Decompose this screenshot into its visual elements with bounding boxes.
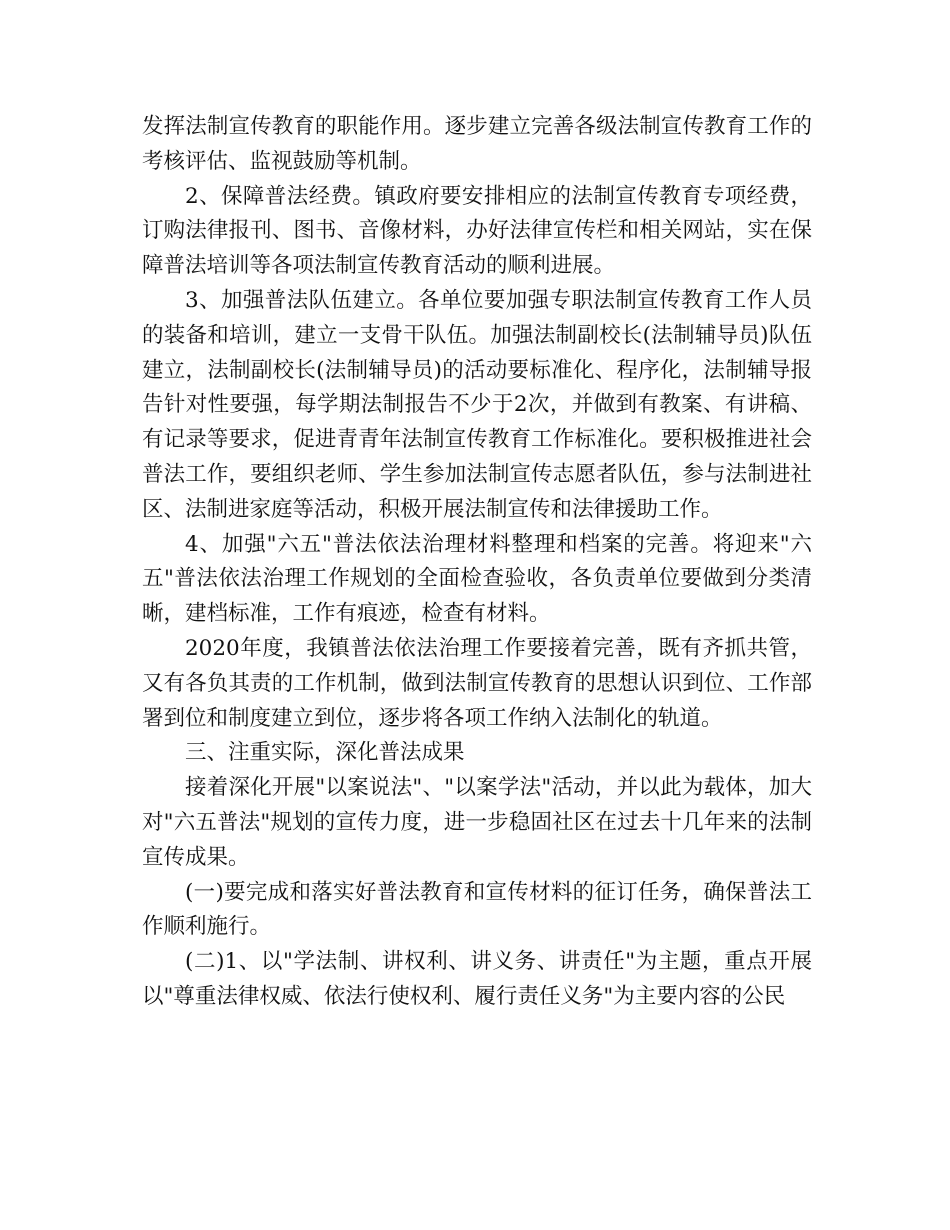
document-body xyxy=(142,110,812,1015)
paragraph-8: (一)要完成和落实好普法教育和宣传材料的征订任务，确保普法工作顺利施行。 xyxy=(142,879,812,940)
paragraph-5: 2020年度，我镇普法依法治理工作要接着完善，既有齐抓共管，又有各负其责的工作机制，做到法制宣传教育的思想认识到位、工作部署到位和制度建立到位，逐步将各项工作纳入法制化的轨道。 xyxy=(142,635,812,731)
paragraph-1: 发挥法制宣传教育的职能作用。逐步建立完善各级法制宣传教育工作的考核评估、监视鼓励等机制。 xyxy=(142,114,812,174)
paragraph-9: (二)1、以"学法制、讲权利、讲义务、讲责任"为主题，重点开展以"尊重法律权威、依法行使权利、履行责任义务"为主要内容的公民 xyxy=(142,949,812,1009)
paragraph-4: 4、加强"六五"普法依法治理材料整理和档案的完善。将迎来"六五"普法依法治理工作规划的全面检查验收，各负责单位要做到分类清晰，建档标准，工作有痕迹，检查有材料。 xyxy=(142,531,812,627)
section-heading: 三、注重实际，深化普法成果 xyxy=(185,740,465,766)
paragraph-3: 3、加强普法队伍建立。各单位要加强专职法制宣传教育工作人员的装备和培训，建立一支骨干队伍。加强法制副校长(法制辅导员)队伍建立，法制副校长(法制辅导员)的活动要标准化、程序化，法制辅导报告针对性要强，每学期法制报告不少于2次，并做到有教案、有讲稿、有记录等要求，促进青青年法制宣传教育工作标准化。要积极推进社会普法工作，要组织老师、学生参加法制宣传志愿者队伍，参与法制进社区、法制进家庭等活动，积极开展法制宣传和法律援助工作。 xyxy=(142,287,812,522)
paragraph-7: 接着深化开展"以案说法"、"以案学法"活动，并以此为载体，加大对"六五普法"规划的宣传力度，进一步稳固社区在过去十几年来的法制宣传成果。 xyxy=(142,775,812,870)
paragraph-2: 2、保障普法经费。镇政府要安排相应的法制宣传教育专项经费，订购法律报刊、图书、音像材料，办好法律宣传栏和相关网站，实在保障普法培训等各项法制宣传教育活动的顺利进展。 xyxy=(142,183,812,279)
